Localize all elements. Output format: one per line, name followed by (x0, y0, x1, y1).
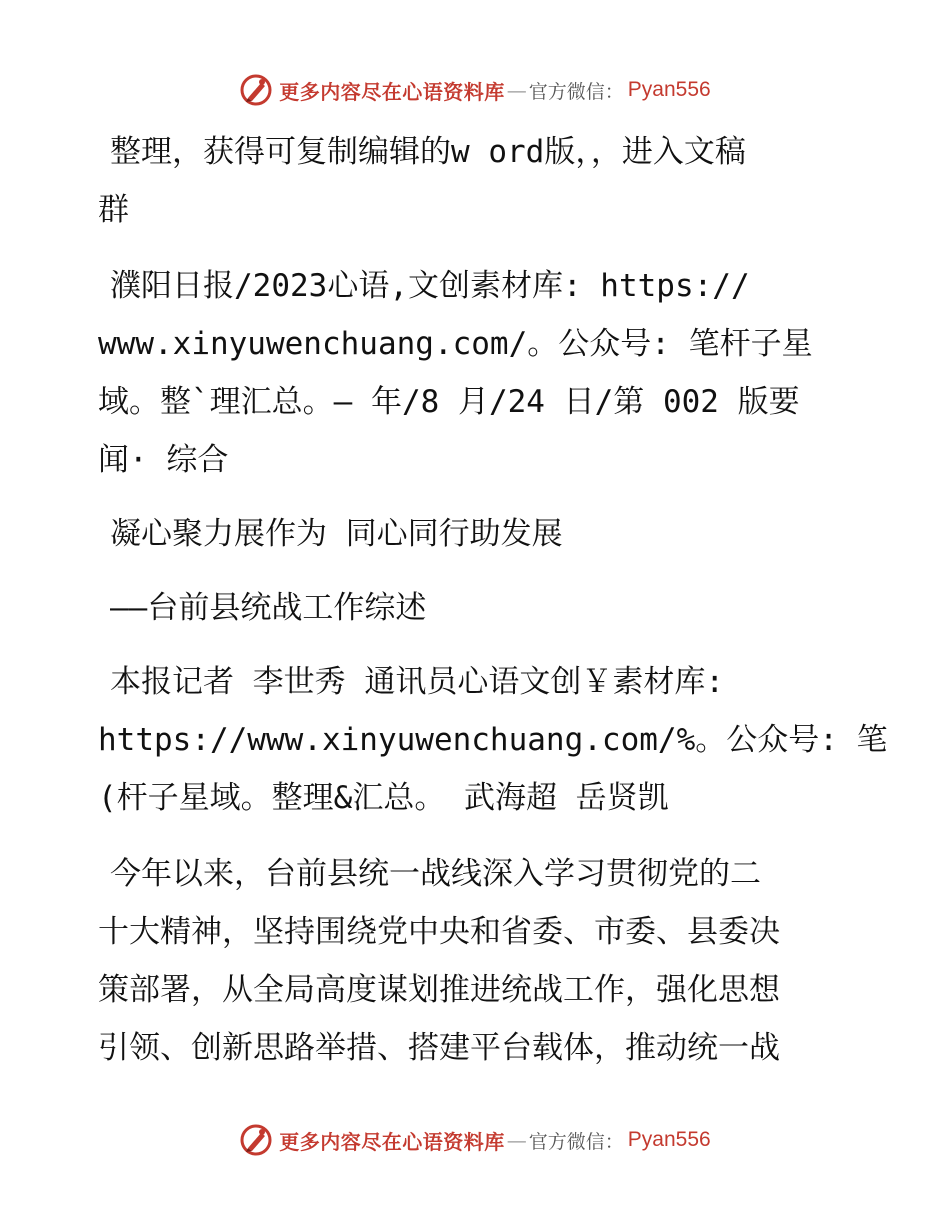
pen-logo-icon (239, 73, 273, 107)
banner-wechat-id: Pyan556 (627, 1128, 711, 1151)
banner-wechat-label: 官方微信： (528, 1130, 624, 1153)
paragraph-line: 策部署，从全局高度谋划推进统战工作，强化思想 (98, 972, 780, 1008)
banner-separator: — (506, 78, 527, 102)
paragraph-line: 域。整`理汇总。— 年/8 月/24 日/第 002 版要 (98, 384, 800, 420)
article-subtitle: ——台前县统战工作综述 (110, 590, 427, 626)
paragraph-line: 今年以来，台前县统一战线深入学习贯彻党的二 (110, 856, 761, 892)
header-banner (0, 70, 950, 110)
paragraph-line: 群 (98, 192, 129, 228)
article-title: 凝心聚力展作为 同心同行助发展 (110, 516, 563, 552)
banner-wechat-label: 官方微信： (528, 80, 624, 103)
footer-banner (0, 1120, 950, 1160)
paragraph-line: 濮阳日报/2023心语,文创素材库: https:// (110, 268, 750, 304)
paragraph-line: 闻· 综合 (98, 442, 229, 478)
pen-logo-icon (239, 1123, 273, 1157)
banner-wechat-id: Pyan556 (627, 78, 711, 101)
paragraph-line: 十大精神，坚持围绕党中央和省委、市委、县委决 (98, 914, 780, 950)
banner-text: 更多内容尽在心语资料库 (279, 79, 505, 104)
byline-line: 本报记者 李世秀 通讯员心语文创￥素材库: (110, 664, 724, 700)
byline-line: https://www.xinyuwenchuang.com/%。公众号: 笔 (98, 722, 888, 758)
banner-text: 更多内容尽在心语资料库 (279, 1129, 505, 1154)
byline-line: (杆子星域。整理&汇总。 武海超 岳贤凯 (98, 780, 669, 816)
paragraph-line: 整理，获得可复制编辑的w ord版，，进入文稿 (110, 134, 746, 170)
paragraph-line: 引领、创新思路举措、搭建平台载体，推动统一战 (98, 1030, 780, 1066)
banner-separator: — (506, 1128, 527, 1152)
paragraph-line: www.xinyuwenchuang.com/。公众号: 笔杆子星 (98, 326, 813, 362)
